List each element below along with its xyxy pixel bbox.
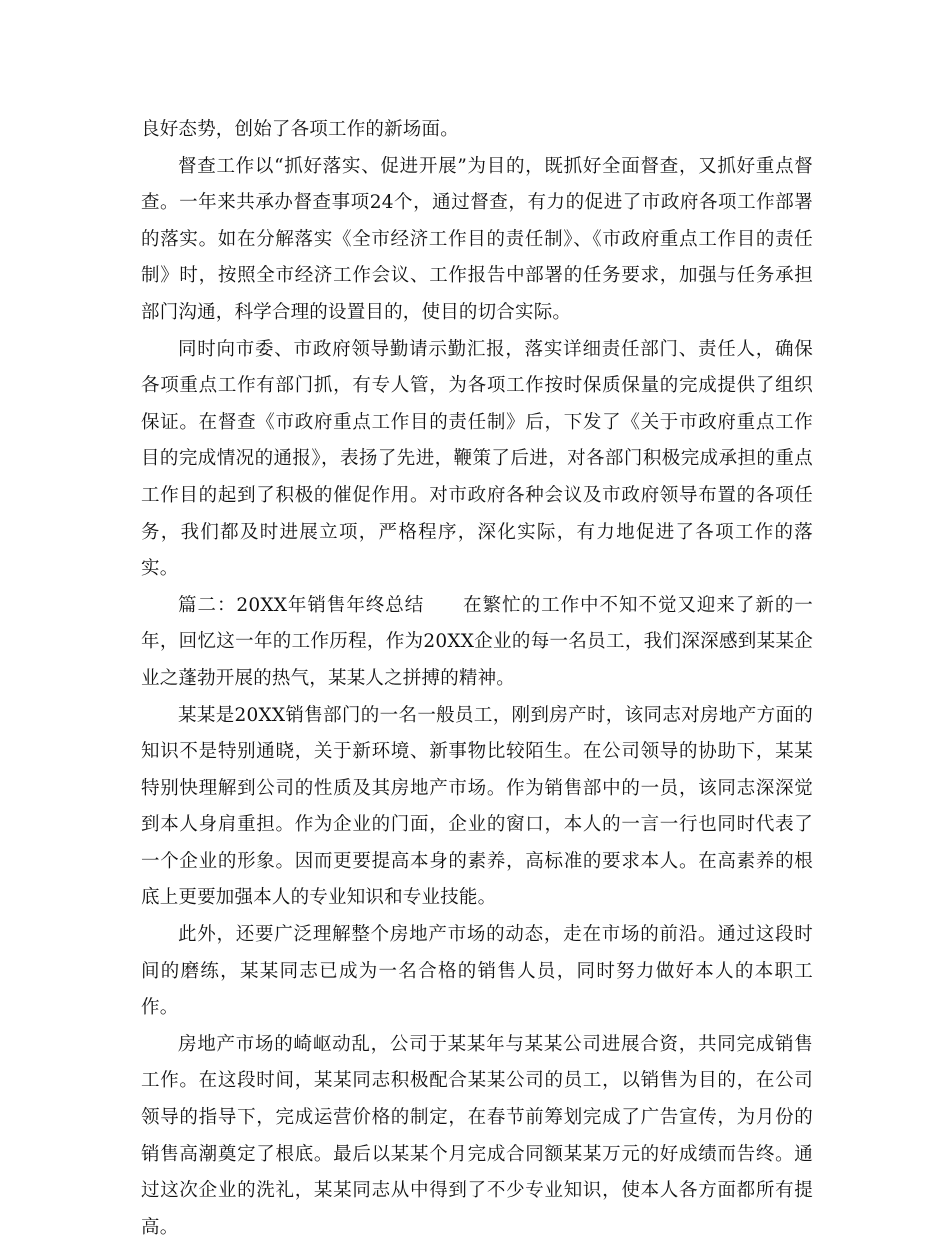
paragraph-supervision-work: 督查工作以“抓好落实、促进开展”为目的，既抓好全面督查，又抓好重点督查。一年来共承办督查事项24个，通过督查，有力的促进了市政府各项工作部署的落实。如在分解落实《全市经济工作目的责任制》、《市政府重点工作目的责任制》时，按照全市经济工作会议、工作报告中部署的任务要求，加强与任务承担部门沟通，科学合理的设置目的，使目的切合实际。 — [141, 155, 813, 323]
paragraph-joint-venture-sales: 房地产市场的崎岖动乱，公司于某某年与某某公司进展合资，共同完成销售工作。在这段时间，某某同志积极配合某某公司的员工，以销售为目的，在公司领导的指导下，完成运营价格的制定，在春节前筹划完成了广告宣传，为月份的销售高潮奠定了根底。最后以某某个月完成合同额某某万元的好成绩而告终。通过这次企业的洗礼，某某同志从中得到了不少专业知识，使本人各方面都所有提高。 — [141, 1033, 813, 1238]
paragraph-sales-summary-intro: 篇二：20XX年销售年终总结 在繁忙的工作中不知不觉又迎来了新的一年，回忆这一年的工作历程，作为20XX企业的每一名员工，我们深深感到某某企业之蓬勃开展的热气，某某人之拼搏的精神。 — [141, 594, 813, 689]
document-body — [141, 112, 813, 1246]
paragraph-continuation: 良好态势，创始了各项工作的新场面。 — [141, 119, 459, 140]
paragraph-market-understanding: 此外，还要广泛理解整个房地产市场的动态，走在市场的前沿。通过这段时间的磨练，某某同志已成为一名合格的销售人员，同时努力做好本人的本职工作。 — [141, 924, 813, 1019]
paragraph-reporting: 同时向市委、市政府领导勤请示勤汇报，落实详细责任部门、责任人，确保各项重点工作有部门抓，有专人管，为各项工作按时保质保量的完成提供了组织保证。在督查《市政府重点工作目的责任制》后，下发了《关于市政府重点工作目的完成情况的通报》，表扬了先进，鞭策了后进，对各部门积极完成承担的重点工作目的起到了积极的催促作用。对市政府各种会议及市政府领导布置的各项任务，我们都及时进展立项，严格程序，深化实际，有力地促进了各项工作的落实。 — [141, 338, 813, 580]
paragraph-employee-profile: 某某是20XX销售部门的一名一般员工，刚到房产时，该同志对房地产方面的知识不是特别通晓，关于新环境、新事物比较陌生。在公司领导的协助下，某某特别快理解到公司的性质及其房地产市场。作为销售部中的一员，该同志深深觉到本人身肩重担。作为企业的门面，企业的窗口，本人的一言一行也同时代表了一个企业的形象。因而更要提高本身的素养，高标准的要求本人。在高素养的根底上更要加强本人的专业知识和专业技能。 — [141, 704, 813, 909]
